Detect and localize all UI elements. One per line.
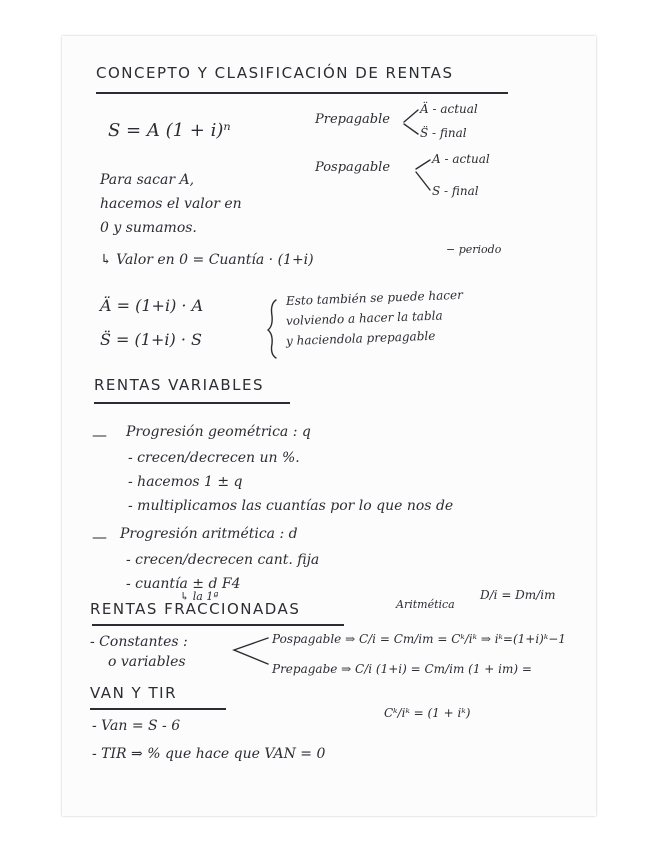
aritmetica-subnote: ↳ la 1ª [180, 590, 219, 603]
aritmetica-item-2: - cuantía ± d F4 [126, 576, 241, 592]
para-sacar-line-1: Para sacar A, [100, 172, 195, 188]
valor-en-0: ↳ Valor en 0 = Cuantía · (1+i) [100, 252, 314, 268]
prepagable-formula-2: Cᵏ/iᵏ = (1 + iᵏ) [384, 706, 471, 720]
geometrica-item-1: - crecen/decrecen un %. [128, 450, 300, 466]
formula-a-prepagable: Ä = (1+i) · A [100, 296, 204, 315]
pospagable-final: S - final [432, 184, 479, 198]
rentas-fraccionadas-underline [92, 624, 344, 626]
aritmetica-dash: — [92, 528, 107, 546]
heading-rentas-variables: RENTAS VARIABLES [94, 376, 264, 394]
tir-definition: - TIR ⇒ % que hace que VAN = 0 [92, 746, 326, 762]
formula-s-prepagable: S̈ = (1+i) · S [100, 330, 202, 349]
rentas-variables-underline [94, 402, 290, 404]
geometrica-dash: — [92, 426, 107, 444]
note-line-2: volviendo a hacer la tabla [285, 308, 443, 328]
page-title: CONCEPTO Y CLASIFICACIÓN DE RENTAS [96, 64, 454, 82]
note-line-1: Esto también se puede hacer [285, 287, 464, 308]
note-line-3: y haciendola prepagable [285, 328, 436, 348]
para-sacar-line-2: hacemos el valor en [100, 196, 242, 212]
heading-van-tir: VAN Y TIR [90, 684, 177, 702]
pospagable-formula: Pospagable ⇒ C/i = Cm/im = Cᵏ/iᵏ ⇒ iᵏ=(1+i)ᵏ−1 [272, 632, 566, 646]
heading-rentas-fraccionadas: RENTAS FRACCIONADAS [90, 600, 301, 618]
prepagable-label: Prepagable [315, 112, 390, 127]
van-tir-underline [90, 708, 226, 710]
fraction-formula: D/i = Dm/im [480, 588, 556, 602]
prepagable-final: S̈ - final [420, 126, 467, 140]
pospagable-actual: A - actual [432, 152, 490, 166]
aritmetica-note: Aritmética [396, 598, 455, 611]
prepagable-formula: Prepagabe ⇒ C/i (1+i) = Cm/im (1 + im) = [272, 662, 532, 676]
geometrica-item-3: - multiplicamos las cuantías por lo que nos de [128, 498, 454, 514]
prepagable-actual: Ä - actual [420, 102, 478, 116]
geometrica-item-2: - hacemos 1 ± q [128, 474, 243, 490]
pospagable-label: Pospagable [315, 160, 391, 175]
para-sacar-line-3: 0 y sumamos. [100, 220, 197, 236]
formula-s: S = A (1 + i)ⁿ [108, 120, 231, 141]
aritmetica-heading: Progresión aritmética : d [120, 526, 298, 542]
geometrica-heading: Progresión geométrica : q [126, 424, 311, 440]
aritmetica-item-1: - crecen/decrecen cant. fija [126, 552, 320, 568]
constantes-line-2: o variables [108, 654, 186, 670]
van-formula: - Van = S - 6 [92, 718, 181, 734]
valor-exponent: − periodo [446, 243, 502, 256]
constantes-line-1: - Constantes : [90, 634, 188, 650]
